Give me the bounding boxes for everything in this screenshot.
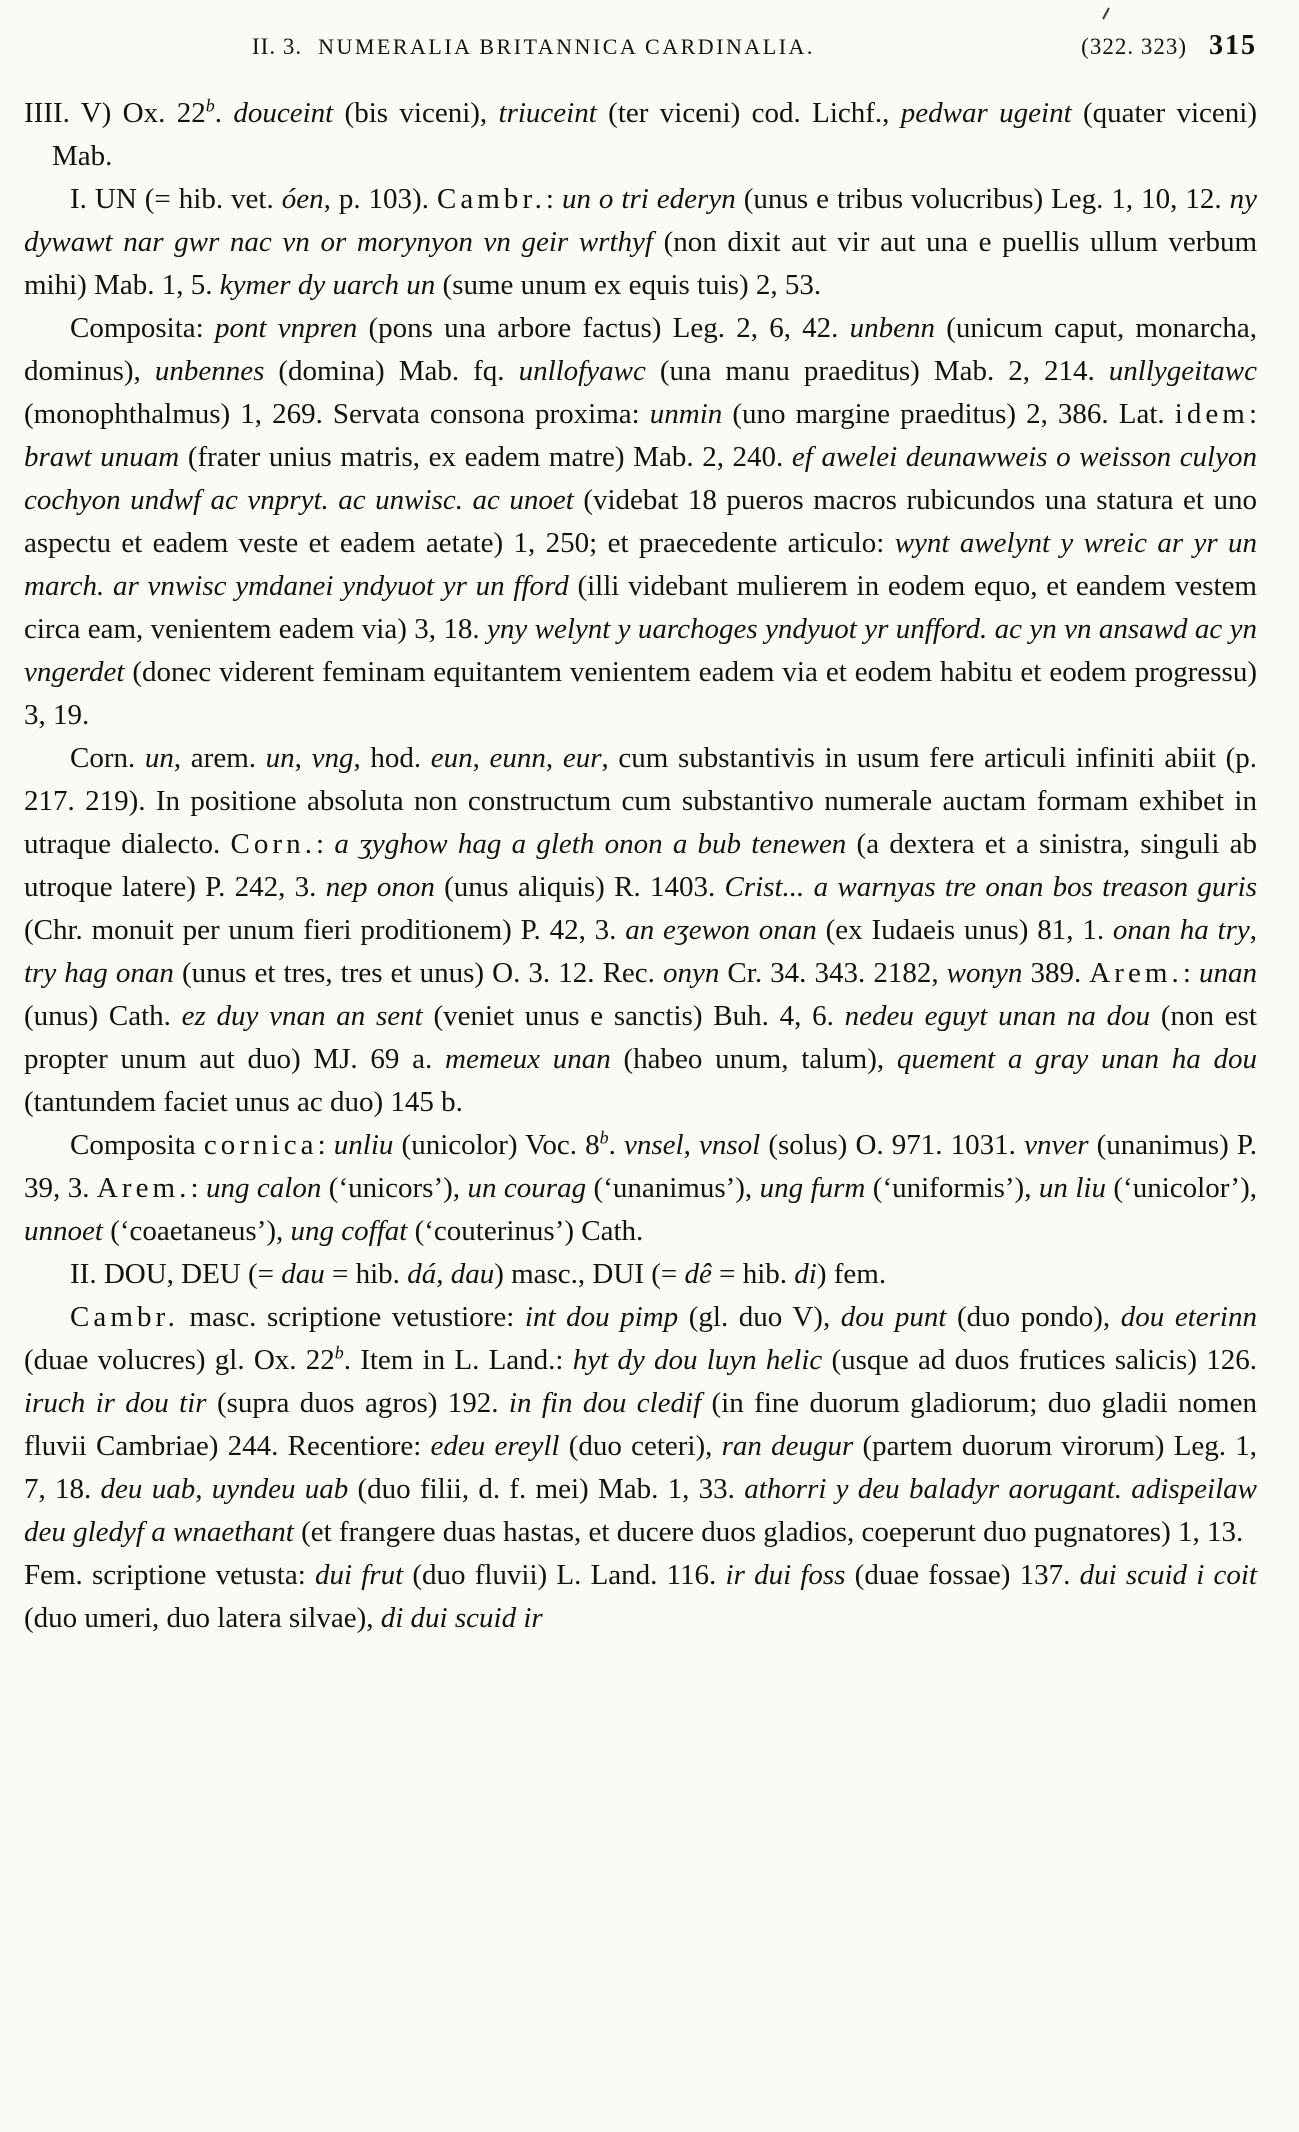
text-run-n: (et frangere duas hastas, et ducere duos gladios, coeperunt duo pugnatores) 1, 13.	[293, 1516, 1244, 1548]
text-run-sup: b	[205, 95, 215, 116]
text-run-i: hyt dy dou luyn helic	[572, 1344, 823, 1376]
text-run-i: memeux unan	[445, 1043, 611, 1075]
paragraph	[24, 1554, 1257, 1640]
text-run-n: (unicum caput, monarcha, dominus),	[24, 312, 1258, 387]
page-ref-group	[1081, 30, 1257, 62]
text-run-n: (unus et tres, tres et unus) O. 3. 12. Rec.	[173, 957, 663, 989]
text-run-n: = hib.	[711, 1258, 795, 1290]
text-run-n: .	[214, 97, 234, 129]
text-run-i: unbennes	[154, 355, 265, 387]
text-run-i: ny dywawt nar gwr nac vn or morynyon vn geir wrthyf	[24, 183, 1257, 258]
text-run-n: (‘unanimus’),	[586, 1172, 760, 1204]
text-run-i: óen	[281, 183, 324, 215]
text-run-i: douceint	[233, 97, 334, 129]
text-run-i: wynt awelynt y wreic ar yr un march. ar vnwisc ymdanei yndyuot yr un fford	[24, 527, 1258, 602]
text-run-n: (a dextera et a sinistra, singuli ab utroque latere) P. 242, 3.	[24, 828, 1257, 903]
text-run-n: :	[317, 1129, 334, 1161]
text-run-sp: Arem.	[1089, 957, 1183, 989]
text-run-i: ran deugur	[721, 1430, 854, 1462]
text-run-i: dá, dau	[407, 1258, 495, 1290]
text-run-i: un liu	[1038, 1172, 1106, 1204]
text-run-i: dou eterinn	[1120, 1301, 1257, 1333]
paragraph	[24, 307, 1257, 737]
text-run-i: in fin dou cledif	[508, 1387, 702, 1419]
text-run-n: (tantundem faciet unus ac duo) 145 b.	[24, 1086, 463, 1118]
text-run-i: ung furm	[759, 1172, 866, 1204]
text-run-n: ,	[294, 742, 312, 774]
text-run-n: Composita	[70, 1129, 204, 1161]
text-run-i: kymer dy uarch un	[219, 269, 436, 301]
text-run-n: (frater unius matris, ex eadem matre) Mab. 2, 240.	[179, 441, 792, 473]
text-run-i: Crist... a warnyas tre onan bos treason guris	[724, 871, 1258, 903]
text-run-n: (duo fluvii) L. Land. 116.	[403, 1559, 726, 1591]
text-run-n: ,	[683, 1129, 699, 1161]
text-run-i: di	[794, 1258, 817, 1290]
text-run-i: try hag onan	[24, 957, 174, 989]
text-run-n: ) fem.	[816, 1258, 887, 1290]
text-run-n: (‘uniformis’),	[865, 1172, 1039, 1204]
text-run-i: unllofyawc	[518, 355, 646, 387]
paragraph	[24, 92, 1257, 178]
text-run-i: unliu	[333, 1129, 394, 1161]
text-run-i: dê	[684, 1258, 712, 1290]
text-run-n: (duo filii, d. f. mei) Mab. 1, 33.	[348, 1473, 745, 1505]
text-run-i: eun	[430, 742, 473, 774]
text-run-i: unan	[1199, 957, 1258, 989]
text-run-i: vnver	[1024, 1129, 1089, 1161]
text-run-n: (uno margine praeditus) 2, 386. Lat.	[722, 398, 1175, 430]
text-run-i: eur	[562, 742, 602, 774]
text-run-n: (monophthalmus) 1, 269. Servata consona proxima:	[24, 398, 650, 430]
text-run-i: unmin	[649, 398, 723, 430]
text-run-i: athorri y deu baladyr aorugant. adispeilaw deu gledyf a wnaethant	[24, 1473, 1257, 1548]
text-run-i: ung coffat	[290, 1215, 408, 1247]
text-run-n: 389.	[1022, 957, 1090, 989]
text-run-n: ,	[1249, 914, 1257, 946]
text-run-n: (duo ceteri),	[559, 1430, 722, 1462]
text-run-i: brawt unuam	[24, 441, 180, 473]
text-run-sp: Cambr.	[436, 183, 546, 215]
paragraph	[24, 737, 1257, 1124]
text-run-i: triuceint	[498, 97, 597, 129]
text-run-n: (duae fossae) 137.	[845, 1559, 1080, 1591]
text-run-i: yny welynt y uarchoges yndyuot yr unfford. ac yn vn ansawd ac yn vngerdet	[24, 613, 1257, 688]
text-run-sp: cornica	[203, 1129, 318, 1161]
text-run-n: (pons una arbore factus) Leg. 2, 6, 42.	[357, 312, 850, 344]
text-run-n: (ter viceni) cod. Lichf.,	[596, 97, 901, 129]
text-run-n: (‘unicolor’),	[1105, 1172, 1257, 1204]
text-run-i: unnoet	[24, 1215, 103, 1247]
text-run-n: (unicolor) Voc. 8	[393, 1129, 600, 1161]
text-run-n: (una manu praeditus) Mab. 2, 214.	[645, 355, 1109, 387]
paragraph	[24, 1296, 1257, 1554]
text-run-i: wonyn	[946, 957, 1023, 989]
text-run-n: (veniet unus e sanctis) Buh. 4, 6.	[422, 1000, 845, 1032]
text-run-n: .	[608, 1129, 624, 1161]
text-run-n: (videbat 18 pueros macros rubicundos una statura et uno aspectu et eadem veste et eadem aetate) 1, 250; et praecedente articulo:	[24, 484, 1257, 559]
text-run-n: (gl. duo V),	[678, 1301, 841, 1333]
text-run-n: (‘couterinus’) Cath.	[407, 1215, 644, 1247]
text-run-i: deu uab, uyndeu uab	[100, 1473, 349, 1505]
text-run-n: = hib.	[324, 1258, 408, 1290]
text-run-i: vng	[311, 742, 354, 774]
text-run-i: pont vnpren	[214, 312, 358, 344]
text-run-i: dui scuid i coit	[1079, 1559, 1258, 1591]
text-run-n: (in fine duorum gladiorum; duo gladii nomen fluvii Cambriae) 244. Recentiore:	[24, 1387, 1257, 1462]
text-run-i: un	[144, 742, 174, 774]
text-run-n: (duo umeri, duo latera silvae),	[24, 1602, 381, 1634]
paragraph	[24, 178, 1257, 307]
text-run-i: un o tri ederyn	[561, 183, 736, 215]
text-run-n: , hod.	[353, 742, 431, 774]
text-run-i: di dui scuid ir	[380, 1602, 543, 1634]
text-run-sp: idem	[1174, 398, 1249, 430]
text-run-n: Corn.	[70, 742, 145, 774]
text-run-n: (unus e tribus volucribus) Leg. 1, 10, 12.	[735, 183, 1230, 215]
text-run-i: onan ha try	[1112, 914, 1250, 946]
paragraph	[24, 1253, 1257, 1296]
text-run-n: :	[190, 1172, 206, 1204]
text-run-n: (solus) O. 971. 1031.	[760, 1129, 1025, 1161]
scan-artifact-mark	[1102, 7, 1110, 19]
text-run-n: . Item in L. Land.:	[343, 1344, 573, 1376]
text-run-n: (domina) Mab. fq.	[264, 355, 519, 387]
text-run-i: un	[265, 742, 295, 774]
page-number: 315	[1209, 30, 1257, 61]
text-run-i: ez duy vnan an sent	[181, 1000, 423, 1032]
text-run-i: quement a gray unan ha dou	[896, 1043, 1257, 1075]
page-header	[24, 30, 1257, 70]
text-run-n: Composita:	[70, 312, 215, 344]
text-run-n: , cum substantivis in usum fere articuli infiniti abiit (p. 217. 219). In positione absoluta non constructum cum substantivo numerale auctam formam exhibet in utraque dialecto.	[24, 742, 1257, 860]
text-run-i: nep onon	[325, 871, 435, 903]
text-run-sp: Arem.	[96, 1172, 191, 1204]
text-run-n: (unus) Cath.	[24, 1000, 182, 1032]
text-run-n: (bis viceni),	[333, 97, 499, 129]
text-run-n: (quater viceni) Mab.	[52, 97, 1257, 172]
text-run-n: , arem.	[173, 742, 266, 774]
text-run-i: an eʒewon onan	[625, 914, 817, 946]
page-body	[24, 92, 1257, 1640]
text-run-n: (unanimus) P. 39, 3.	[24, 1129, 1258, 1204]
text-run-n: IIII. V) Ox. 22	[24, 97, 206, 129]
text-run-sp: Cambr.	[70, 1301, 179, 1333]
text-run-n: (Chr. monuit per unum fieri proditionem) P. 42, 3.	[24, 914, 626, 946]
text-run-n: ) masc., DUI (=	[494, 1258, 685, 1290]
text-run-i: unbenn	[849, 312, 936, 344]
text-run-n: ,	[545, 742, 563, 774]
text-run-sp: Corn.	[230, 828, 317, 860]
text-run-n: (non est propter unum aut duo) MJ. 69 a.	[24, 1000, 1257, 1075]
text-run-n: (duo pondo),	[946, 1301, 1121, 1333]
text-run-n: I. UN (= hib. vet.	[70, 183, 282, 215]
text-run-n: (duae volucres) gl. Ox. 22	[24, 1344, 335, 1376]
text-run-n: (non dixit aut vir aut una e puellis ullum verbum mihi) Mab. 1, 5.	[24, 226, 1257, 301]
text-run-n: (usque ad duos frutices salicis) 126.	[822, 1344, 1257, 1376]
text-run-n: II. DOU, DEU (=	[70, 1258, 282, 1290]
text-run-n: (partem duorum virorum) Leg. 1, 7, 18.	[24, 1430, 1258, 1505]
text-run-i: iruch ir dou tir	[24, 1387, 207, 1419]
text-run-n: (sume unum ex equis tuis) 2, 53.	[435, 269, 822, 301]
text-run-i: unllygeitawc	[1108, 355, 1257, 387]
text-run-n: (donec viderent feminam equitantem venientem eadem via et eodem habitu et eodem progressu) 3, 19.	[24, 656, 1257, 731]
text-run-n: :	[1248, 398, 1257, 430]
paragraph	[24, 1124, 1257, 1253]
text-run-i: ir dui foss	[725, 1559, 846, 1591]
text-run-n: Cr. 34. 343. 2182,	[719, 957, 947, 989]
text-run-n: , p. 103).	[323, 183, 437, 215]
text-run-i: ef awelei deunawweis o weisson culyon cochyon undwf ac vnpryt. ac unwisc. ac unoet	[24, 441, 1257, 516]
text-run-i: a ʒyghow hag a gleth onon a bub tenewen	[334, 828, 847, 860]
text-run-n: :	[1182, 957, 1200, 989]
text-run-n: (‘coaetaneus’),	[102, 1215, 291, 1247]
text-run-i: int dou pimp	[524, 1301, 679, 1333]
text-run-i: edeu ereyll	[430, 1430, 560, 1462]
running-head	[252, 34, 815, 60]
text-run-sup: b	[334, 1342, 344, 1363]
text-run-n: (habeo unum, talum),	[610, 1043, 897, 1075]
section-number: II. 3.	[252, 34, 303, 59]
text-run-n: (ex Iudaeis unus) 81, 1.	[816, 914, 1113, 946]
text-run-n: ,	[472, 742, 490, 774]
text-run-i: nedeu eguyt unan na dou	[844, 1000, 1151, 1032]
text-run-i: ung calon	[205, 1172, 322, 1204]
text-run-n: (illi videbant mulierem in eodem equo, et eandem vestem circa eam, venientem eadem via) 3, 18.	[24, 570, 1257, 645]
text-run-i: un courag	[467, 1172, 587, 1204]
text-run-i: pedwar ugeint	[900, 97, 1072, 129]
text-run-n: (supra duos agros) 192.	[206, 1387, 509, 1419]
text-run-n: (unus aliquis) R. 1403.	[434, 871, 725, 903]
text-run-sup: b	[599, 1127, 609, 1148]
text-run-n: :	[316, 828, 335, 860]
text-run-i: onyn	[662, 957, 720, 989]
text-run-i: dui frut	[314, 1559, 404, 1591]
text-run-i: dou punt	[840, 1301, 947, 1333]
text-run-n: :	[545, 183, 562, 215]
text-run-i: vnsel	[624, 1129, 684, 1161]
chapter-title: NUMERALIA BRITANNICA CARDINALIA.	[318, 34, 815, 59]
text-run-i: vnsol	[699, 1129, 761, 1161]
text-run-n: (‘unicors’),	[321, 1172, 468, 1204]
column-reference: (322. 323)	[1081, 34, 1187, 59]
text-run-i: eunn	[489, 742, 546, 774]
text-run-n: Fem. scriptione vetusta:	[24, 1559, 315, 1591]
text-run-n: masc. scriptione vetustiore:	[178, 1301, 525, 1333]
text-run-i: dau	[281, 1258, 325, 1290]
